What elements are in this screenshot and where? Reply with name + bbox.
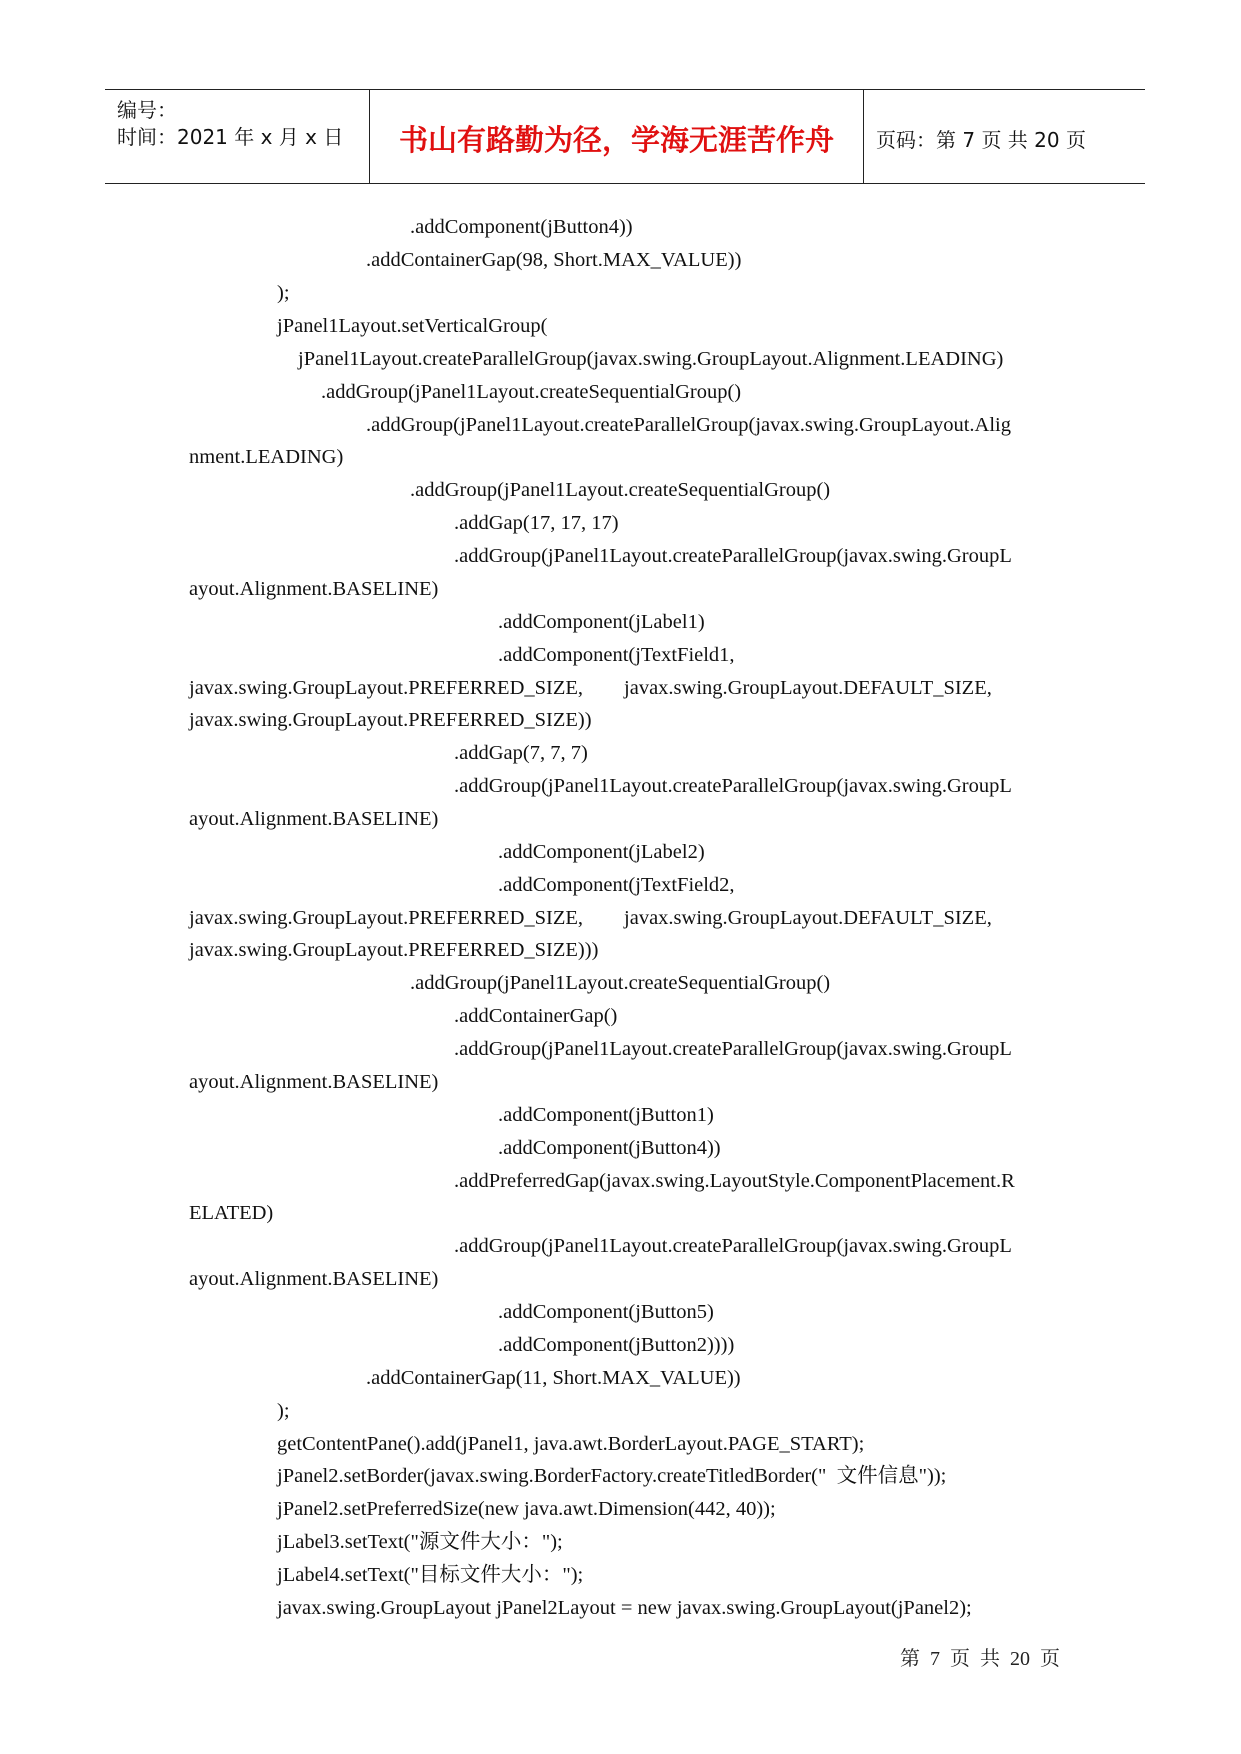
- number-label: 编号：: [117, 98, 177, 122]
- code-line: .addComponent(jButton4)): [498, 1137, 721, 1159]
- time-label: 时间：2021 年 x 月 x 日: [117, 125, 344, 149]
- code-line: getContentPane().add(jPanel1, java.awt.BorderLayout.PAGE_START);: [277, 1433, 865, 1455]
- code-line: .addComponent(jButton5): [498, 1301, 714, 1323]
- code-line: );: [277, 1400, 290, 1422]
- code-line: ayout.Alignment.BASELINE): [189, 1268, 439, 1290]
- code-line: .addGroup(jPanel1Layout.createParallelGroup(javax.swing.GroupL: [454, 775, 1012, 797]
- code-line: .addComponent(jLabel1): [498, 611, 705, 633]
- code-line: .addComponent(jTextField2,: [498, 874, 735, 896]
- code-line: javax.swing.GroupLayout.PREFERRED_SIZE))): [189, 939, 599, 961]
- code-line: .addComponent(jTextField1,: [498, 644, 735, 666]
- code-line: jPanel1Layout.setVerticalGroup(: [277, 315, 548, 337]
- code-line: .addGroup(jPanel1Layout.createParallelGroup(javax.swing.GroupL: [454, 1235, 1012, 1257]
- code-line: jLabel4.setText("目标文件大小：");: [277, 1564, 584, 1586]
- code-line: jLabel3.setText("源文件大小：");: [277, 1531, 563, 1553]
- code-line: ayout.Alignment.BASELINE): [189, 808, 439, 830]
- code-line: .addComponent(jButton2)))): [498, 1334, 735, 1356]
- code-line: .addComponent(jLabel2): [498, 841, 705, 863]
- motto-text: 书山有路勤为径，学海无涯苦作舟: [398, 123, 834, 157]
- code-line: javax.swing.GroupLayout jPanel2Layout = new javax.swing.GroupLayout(jPanel2);: [277, 1597, 972, 1619]
- code-line: javax.swing.GroupLayout.PREFERRED_SIZE)): [189, 709, 592, 731]
- header-page-info: 页码：第 7 页 共 20 页: [876, 128, 1086, 152]
- code-line: jPanel2.setBorder(javax.swing.BorderFactory.createTitledBorder(" 文件信息"));: [277, 1465, 947, 1487]
- code-line: .addComponent(jButton1): [498, 1104, 714, 1126]
- code-line: .addGroup(jPanel1Layout.createSequentialGroup(): [410, 972, 831, 994]
- code-line: );: [277, 282, 290, 304]
- code-line: ELATED): [189, 1202, 274, 1224]
- code-line: javax.swing.GroupLayout.PREFERRED_SIZE, javax.swing.GroupLayout.DEFAULT_SIZE,: [189, 677, 992, 699]
- code-line: .addGroup(jPanel1Layout.createParallelGroup(javax.swing.GroupLayout.Alig: [366, 414, 1011, 436]
- code-line: jPanel2.setPreferredSize(new java.awt.Dimension(442, 40));: [277, 1498, 776, 1520]
- code-line: .addContainerGap(98, Short.MAX_VALUE)): [366, 249, 742, 271]
- code-line: nment.LEADING): [189, 446, 344, 468]
- page-footer: 第 7 页 共 20 页: [900, 1648, 1060, 1670]
- code-line: .addGap(7, 7, 7): [454, 742, 588, 764]
- code-line: ayout.Alignment.BASELINE): [189, 578, 439, 600]
- code-line: .addGroup(jPanel1Layout.createParallelGroup(javax.swing.GroupL: [454, 545, 1012, 567]
- code-line: .addGroup(jPanel1Layout.createSequentialGroup(): [410, 479, 831, 501]
- code-line: .addGroup(jPanel1Layout.createSequentialGroup(): [321, 381, 742, 403]
- code-line: .addComponent(jButton4)): [410, 216, 633, 238]
- code-line: .addContainerGap(11, Short.MAX_VALUE)): [366, 1367, 741, 1389]
- code-line: jPanel1Layout.createParallelGroup(javax.swing.GroupLayout.Alignment.LEADING): [298, 348, 1004, 370]
- code-line: .addPreferredGap(javax.swing.LayoutStyle.ComponentPlacement.R: [454, 1170, 1015, 1192]
- code-line: .addContainerGap(): [454, 1005, 618, 1027]
- code-line: .addGroup(jPanel1Layout.createParallelGroup(javax.swing.GroupL: [454, 1038, 1012, 1060]
- code-line: ayout.Alignment.BASELINE): [189, 1071, 439, 1093]
- code-line: javax.swing.GroupLayout.PREFERRED_SIZE, javax.swing.GroupLayout.DEFAULT_SIZE,: [189, 907, 992, 929]
- code-line: .addGap(17, 17, 17): [454, 512, 619, 534]
